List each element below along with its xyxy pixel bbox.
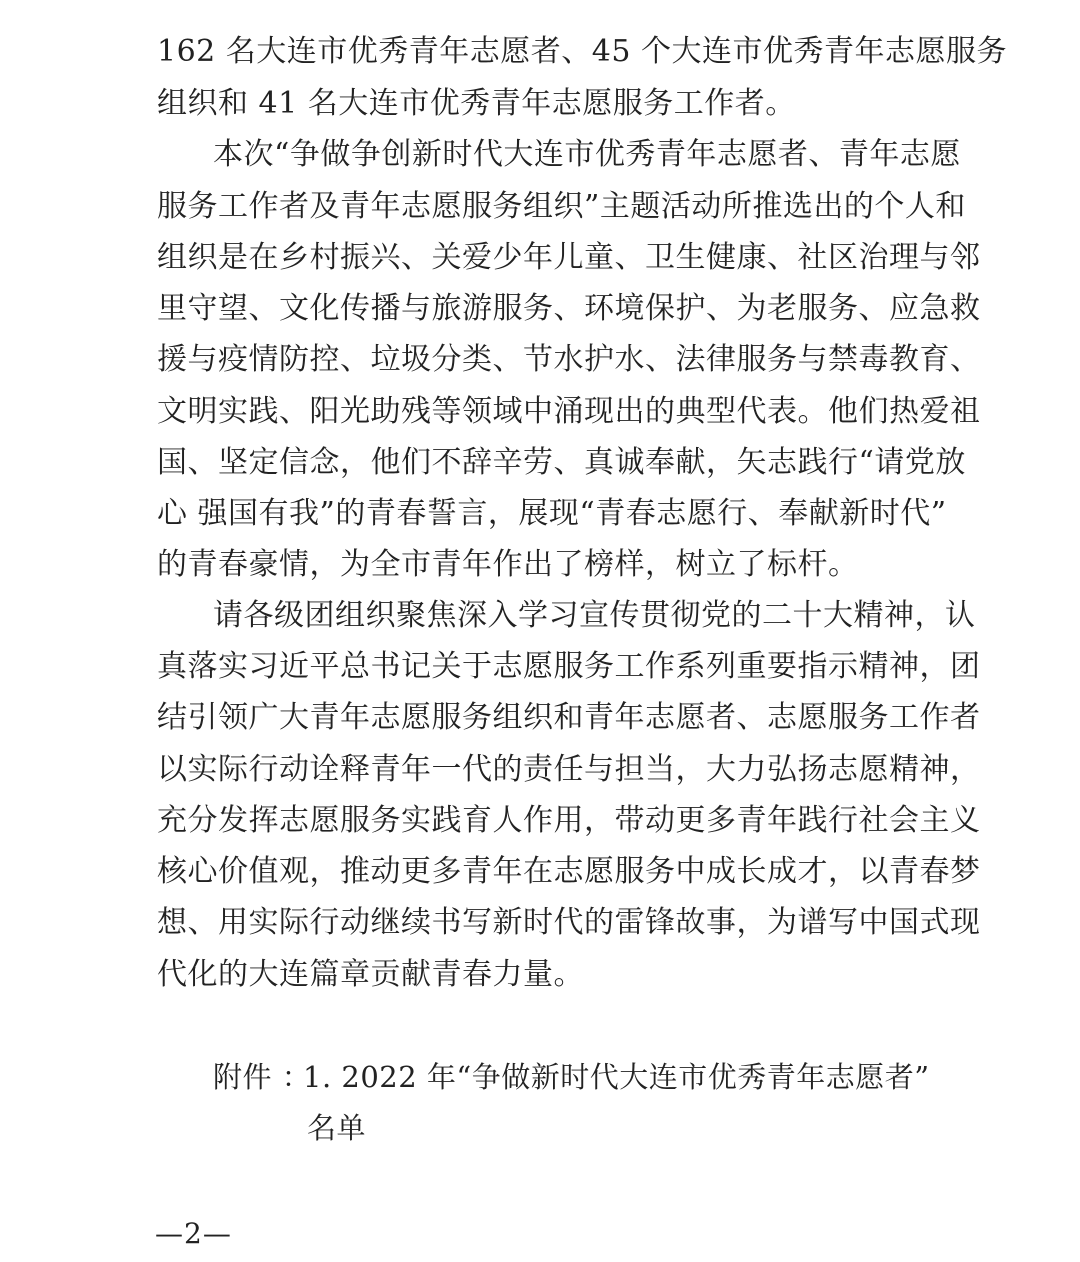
- paragraph-3-line-4: 以实际行动诠释青年一代的责任与担当，大力弘扬志愿精神，: [157, 752, 981, 787]
- paragraph-2-line-8: 心 强国有我”的青春誓言，展现“青春志愿行、奉献新时代”: [157, 496, 947, 531]
- paragraph-2-line-3: 组织是在乡村振兴、关爱少年儿童、卫生健康、社区治理与邻: [157, 240, 981, 275]
- attachment-label: 附件 ：: [213, 1060, 312, 1094]
- paragraph-1-line-1: 162 名大连市优秀青年志愿者、45 个大连市优秀青年志愿服务: [157, 34, 1008, 69]
- paragraph-3-line-8: 代化的大连篇章贡献青春力量。: [157, 957, 584, 992]
- paragraph-2-line-7: 国、坚定信念，他们不辞辛劳、真诚奉献，矢志践行“请党放: [157, 445, 966, 480]
- attachment-item: 1. 2022 年“争做新时代大连市优秀青年志愿者”: [303, 1060, 930, 1094]
- paragraph-3-line-6: 核心价值观，推动更多青年在志愿服务中成长成才，以青春梦: [157, 854, 981, 889]
- paragraph-2-line-9: 的青春豪情，为全市青年作出了榜样，树立了标杆。: [157, 547, 859, 582]
- paragraph-2-line-5: 援与疫情防控、垃圾分类、节水护水、法律服务与禁毒教育、: [157, 342, 981, 377]
- paragraph-3-line-5: 充分发挥志愿服务实践育人作用，带动更多青年践行社会主义: [157, 803, 981, 838]
- paragraph-1-line-2: 组织和 41 名大连市优秀青年志愿服务工作者。: [157, 86, 796, 121]
- attachment-item-continuation: 名单: [307, 1111, 367, 1145]
- paragraph-3-line-1: 请各级团组织聚焦深入学习宣传贯彻党的二十大精神，认: [213, 598, 976, 633]
- paragraph-3-line-2: 真落实习近平总书记关于志愿服务工作系列重要指示精神，团: [157, 649, 981, 684]
- paragraph-2-line-1: 本次“争做争创新时代大连市优秀青年志愿者、青年志愿: [213, 137, 961, 172]
- paragraph-3-line-7: 想、用实际行动继续书写新时代的雷锋故事，为谱写中国式现: [157, 905, 981, 940]
- paragraph-3-line-3: 结引领广大青年志愿服务组织和青年志愿者、志愿服务工作者: [157, 700, 981, 735]
- paragraph-2-line-2: 服务工作者及青年志愿服务组织”主题活动所推选出的个人和: [157, 189, 966, 224]
- page-number: —2—: [155, 1217, 232, 1250]
- paragraph-2-line-6: 文明实践、阳光助残等领域中涌现出的典型代表。他们热爱祖: [157, 394, 981, 429]
- paragraph-2-line-4: 里守望、文化传播与旅游服务、环境保护、为老服务、应急救: [157, 291, 981, 326]
